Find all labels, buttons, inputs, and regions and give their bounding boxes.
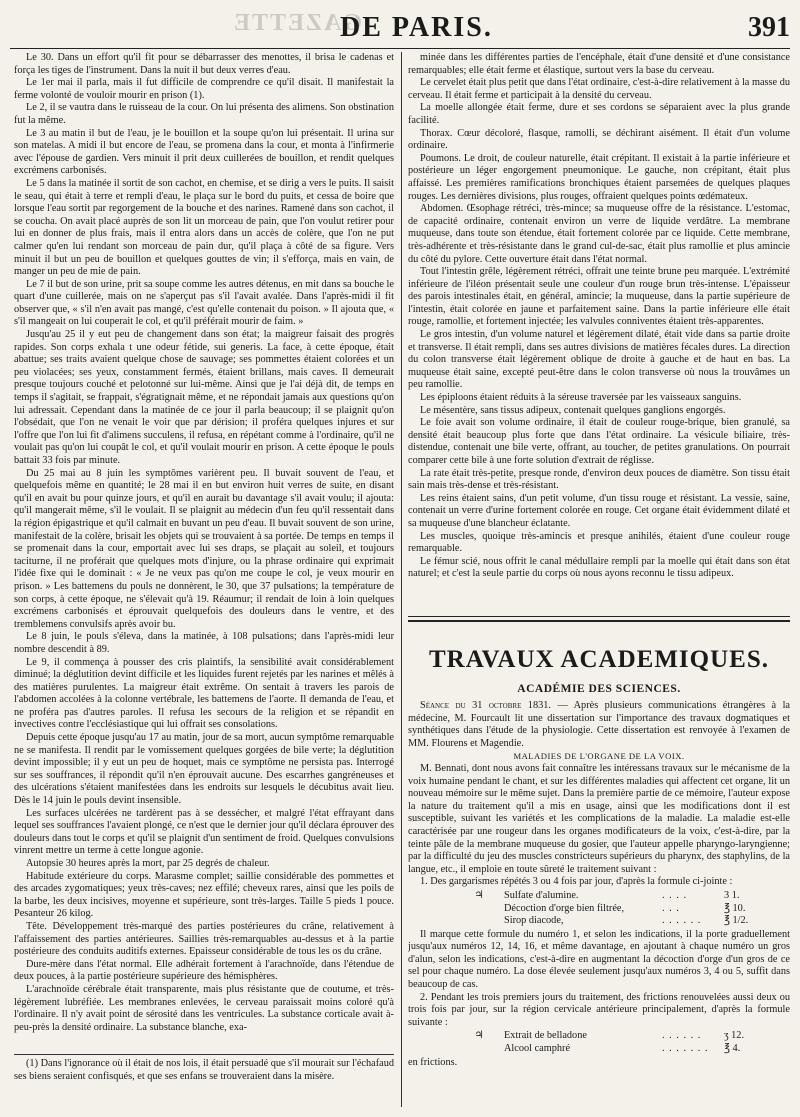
- prescription-dots: . . . . . . .: [662, 1043, 709, 1055]
- prescription-q: ℥ 4.: [724, 1043, 741, 1055]
- paragraph: Le fémur scié, nous offrit le canal médullaire rempli par la moelle qui était dans son état naturel; et c'est la seule partie du corps où nous ayons reconnu le tissu adipeux.: [408, 555, 790, 580]
- paragraph: Le mésentère, sans tissus adipeux, contenait quelques ganglions engorgés.: [420, 404, 726, 416]
- paragraph: Le 3 au matin il but de l'eau, je le bouillon et la soupe qu'on lui présentait. Il urina sur son matelas. A midi il but encore de l'eau, se promena dans la cour, et monta à l'infirmerie avec l'épouse de gardien. Vers minuit il prit deux cuillerées de bouillon, et rendit quelques excrémens carbonisés.: [14, 127, 394, 177]
- paragraph: Jusqu'au 25 il y eut peu de changement dans son état; la maigreur faisait des progrès rapides. Son corps exhala t une odeur fétide, sui generis. La face, à cette époque, était abattue; ses traits avaient quelque chose de sauvage; ses pommettes étaient colorées et un peu violacées; ses yeux, constamment fermés, étaient brillans, mais caves. Il demeurait presque toujours couché et pelotonné sur lui-même. Ainsi que je l'ai déjà dit, de temps en temps il s'agitait, se frappait, s'égratignait même, et ne répondait jamais aux questions qu'on lui adressait. Cependant dans la matinée de ce jour il parla beaucoup; il se plaignit qu'on l'obsédait, que l'on ne venait le voir que par dérision; il proféra quelques injures et sur l'offre que l'on lui fit d'alimens succulens, il refusa, en répétant comme à l'ordinaire, qu'il ne voulait pas qu'on lui coupât le col, et qu'il voulait mourir en prison. A cette époque le pouls battait 33 fois par minute.: [14, 329, 394, 466]
- paragraph: La rate était très-petite, presque ronde, d'environ deux pouces de diamètre. Son tissu était sain mais très-dense et très-résistant.: [408, 467, 790, 492]
- paragraph: Tête. Développement très-marqué des parties postérieures du crâne, relativement à l'affaissement des parties antérieures. Saillies très-remarquables au-dessus et à la partie postérieure des conduits auditifs externes. Epaisseur considérable de tous les os du crâne.: [14, 920, 394, 958]
- prescription-row: [458, 903, 778, 916]
- prescription-item: Extrait de belladone: [504, 1030, 587, 1042]
- seance-paragraph: [408, 700, 790, 750]
- seance-label: Séance du 31 octobre 1831.: [420, 700, 551, 711]
- right-column-academy: [408, 700, 790, 1108]
- dosage-paragraph: Il marque cette formule du numéro 1, et selon les indications, il la porte graduellement jusqu'aux numéros 12, 14, 16, et même davantage, en ajoutant à chaque numéro un gros d'alun, selon les indications, c'est-à-dire en augmentant la décoction d'orge d'un gros de ce sel pour chaque numéro. La dose élevée seulement jusqu'aux numéros 3, 4 ou 5, suffit dans beaucoup de cas.: [408, 928, 790, 991]
- paragraph: Poumons. Le droit, de couleur naturelle, était crépitant. Il existait à la partie inférieure et postérieure un léger engorgement pneumonique. Le gauche, non crépitant, était plus affaissé. Les premières ramifications bronchiques étaient parsemées de quelques plaques rouges. Les dernières divisions, plus rouges, offraient quelques points œdémateux.: [408, 152, 790, 202]
- paragraph: Habitude extérieure du corps. Marasme complet; saillie considérable des pommettes et des arcades zygomatiques; yeux très-caves; nez effilé; cheveux rares, ainsi que les poils de la barbe, les deux incisives, moyenne et supérieure, sont très-larges. Taille 5 pieds 1 pouce. Pesanteur 26 kilog.: [14, 870, 394, 920]
- paragraph: Le 8 juin, le pouls s'éleva, dans la matinée, à 108 pulsations; dans l'après-midi leur nombre descendit à 89.: [14, 631, 394, 655]
- prescription-dots: . . . . . .: [662, 1030, 702, 1042]
- friction-end: en frictions.: [408, 1056, 458, 1068]
- column-divider: [401, 52, 402, 1107]
- bennati-paragraph: M. Bennati, dont nous avons fait connaître les intéressans travaux sur le mécanisme de la voix humaine pendant le chant, et sur les différentes maladies qui affectent cet organe, lit un nouveau mémoire sur le même sujet. Dans la première partie de ce mémoire, l'auteur expose la nature du traitement qu'il a mis en usage, ainsi que les modifications dont il est susceptible, suivant les variétés et les complications de la maladie. La maladie est-elle caractérisée par une rougeur dans les organes modificateurs de la voix, c'est-à-dire, par la teinte pâle de la membrane muqueuse du gosier, que l'auteur appelle pharyngo-laryngienne; par la difficulté du jeu des muscles constricteurs supérieurs du pharynx, des staphylins, de la langue, etc., il emploie en toute sûreté le traitement suivant :: [408, 762, 790, 875]
- paragraph: Les muscles, quoique très-amincis et presque anihilés, étaient d'une couleur rouge remarquable.: [408, 530, 790, 555]
- prescription-row: [458, 1043, 778, 1056]
- paragraph: Le gros intestin, d'un volume naturel et légèrement dilaté, était vide dans sa partie droite et transverse. Il était rempli, dans ses autres divisions de matières fécales dures. La direction du colon transverse était légèrement oblique de droite à gauche et de haut en bas. La muqueuse était saine, excepté peut-être dans le colon transverse où nous la trouvâmes un peu ramollie.: [408, 329, 790, 391]
- paragraph: Autopsie 30 heures après la mort, par 25 degrés de chaleur.: [26, 858, 270, 869]
- prescription-sym: [458, 903, 500, 916]
- paragraph: minée dans les différentes parties de l'encéphale, était d'une densité et d'une consistance remarquables; elle était ferme et élastique, surtout vers la base du cerveau.: [408, 52, 790, 76]
- friction-paragraph: 2. Pendant les trois premiers jours du traitement, des frictions renouvelées aussi deux ou trois fois par jour, sur la région cervicale antérieure principalement, d'après la formule suivante :: [408, 991, 790, 1028]
- section-rule-thin: [408, 616, 790, 617]
- prescription-sym: [458, 1043, 500, 1056]
- page-number: 391: [748, 12, 790, 43]
- prescription-row: [458, 915, 778, 928]
- paragraph: Les épiploons étaient réduits à la séreuse traversée par les vaisseaux sanguins.: [420, 392, 742, 404]
- right-column-autopsy: [408, 52, 790, 607]
- paragraph: Le cervelet était plus petit que dans l'état ordinaire, c'est-à-dire relativement à la masse du cerveau. Il était ferme et participait à la densité du cerveau.: [408, 77, 790, 101]
- prescription-row: [458, 1030, 778, 1043]
- footnote-rule: [14, 1054, 394, 1055]
- page-header: [0, 0, 800, 44]
- paragraph: L'arachnoïde cérébrale était transparente, mais plus résistante que de coutume, et très-légèrement lubréfiée. Les membranes enlevées, le cerveau paraissait moins coloré qu'à l'ordinaire. Il n'y avait point de sérosité dans les ventricules. La substance corticale avait à-peu-près la densité ordinaire. La substance blanche, exa-: [14, 983, 394, 1033]
- paragraph: Dure-mère dans l'état normal. Elle adhérait fortement à l'arachnoïde, dans l'étendue de deux pouces, à la partie postérieure supérieure des hémisphères.: [14, 958, 394, 983]
- paragraph: Le 7 il but de son urine, prit sa soupe comme les autres détenus, en mit dans sa bouche le quart d'une cuillerée, mais on ne s'aperçut pas s'il l'avait avalée. Dans l'après-midi il fit observer que, « s'il n'en avait pas mangé, c'est qu'elle contenait du poison. » Il ajouta que, « s'il mangeait on lui couperait le col, et qu'il préférait mourir de faim. »: [14, 278, 394, 328]
- prescription-q: 3 1.: [724, 889, 740, 901]
- footnote-text: (1) Dans l'ignorance où il était de nos lois, il était persuadé que s'il mourait sur l'échafaud ses biens seraient confisqués, et que ses enfans se trouveraient dans la misère.: [14, 1058, 394, 1082]
- paragraph: Tout l'intestin grêle, légèrement rétréci, offrait une teinte brune peu marquée. L'extrémité inférieure de l'iléon présentait seule une couleur d'un rouge brun très-intense. L'épaisseur des parois intestinales était, en général, amincie; la muqueuse, dans la partie supérieure de l'intestin, était colorée en jaune et parfaitement saine. Dans la partie inférieure elle était rouge, ramollie, et fortement injectée; les valvules conniventes étaient très-apparentes.: [408, 266, 790, 328]
- prescription-q: ℥ 1/2.: [724, 915, 749, 927]
- paragraph: Le foie avait son volume ordinaire, il était de couleur rouge-brique, bien granulé, sa densité était beaucoup plus forte que dans l'état ordinaire. La vésicule biliaire, très-distendue, contenait une bile verte, offrant, au toucher, de petites granulations. On pourrait comparer cette bile à une forte solution d'extrait de réglisse.: [408, 417, 790, 466]
- header-rule: [10, 48, 790, 49]
- bleed-through-text-left: GAZETTE: [232, 10, 363, 36]
- paragraph: Le 1er mai il parla, mais il fut difficile de comprendre ce qu'il disait. Il manifestait la ferme volonté de vouloir mourir en prison (1).: [14, 77, 394, 101]
- prescription-gargarism: [458, 890, 778, 928]
- paragraph: Abdomen. Œsophage rétréci, très-mince; sa muqueuse offre de la résistance. L'estomac, de capacité ordinaire, contenait environ un verre de liquide verdâtre. La membrane muqueuse, dans toute son étendue, était fortement colorée par ce liquide. Cette membrane, très-adhérente et très-résistante dans le grand cul-de-sac, était plus ramollie et plus amincie du côté du pylore. Cette ouverture était dans l'état normal.: [408, 203, 790, 265]
- section-title: TRAVAUX ACADEMIQUES.: [429, 646, 769, 673]
- prescription-friction: [458, 1030, 778, 1055]
- newspaper-title: DE PARIS.: [340, 12, 493, 43]
- subheading-voice: MALADIES DE L'ORGANE DE LA VOIX.: [513, 751, 685, 762]
- prescription-sym: ♃: [474, 1030, 484, 1042]
- seance-text: — Après plusieurs communications étrangères à la médecine, M. Fourcault lit une dissertation sur l'importance des travaux dogmatiques et synthétiques dans l'étude de la physiologie. Cette dissertation est renvoyée à l'examen de MM. Flourens et Magendie.: [408, 700, 790, 749]
- prescription-item: Décoction d'orge bien filtrée,: [504, 902, 625, 914]
- prescription-item: Sirop diacode,: [504, 915, 564, 927]
- prescription-dots: . . . .: [662, 889, 688, 901]
- prescription-dots: . . . . . .: [662, 915, 702, 927]
- paragraph: Le 9, il commença à pousser des cris plaintifs, la sensibilité avait considérablement diminué; la déglutition devint difficile et les liquides furent rejetés par les narines et mêlés à des matières purulentes. La maigreur était extrême. On sentait à travers les parois de l'abdomen accolées à la colonne vertébrale, les battemens de l'aorte. Il demanda de l'eau, et ne proféra pas d'autres paroles. Il refusa les secours de la religion et se répandit en invectives contre l'ecclésiastique qui lui offrait ses consolations.: [14, 656, 394, 731]
- left-column: [14, 52, 394, 1044]
- section-subtitle: ACADÉMIE DES SCIENCES.: [517, 683, 681, 695]
- prescription-item: Sulfate d'alumine.: [504, 889, 579, 901]
- prescription-q: ℥ 10.: [724, 902, 746, 914]
- paragraph: La moelle allongée était ferme, dure et ses cordons se séparaient avec la plus grande facilité.: [408, 102, 790, 126]
- paragraph: Du 25 mai au 8 juin les symptômes varièrent peu. Il buvait souvent de l'eau, et quelquefois même en quantité; le 28 mai il en but environ huit verres de suite, en disant qu'il en avait bu pour quinze jours, et qu'il en aurait bu davantage s'il avait voulu; il ajouta: qu'il mangerait même, s'il le voulait. Il se plaignit au médecin d'un feu qu'il ressentait dans la région épigastrique et qu'il calmait en buvant un peu d'eau. Il buvait souvent de son urine, manifestait de la colère, brisait les objets qui se trouvaient à sa portée. De temps en temps il se promenait dans la cour, emportait avec lui ses draps, se plaçait au soleil, et toujours taciturne, il ne proférait que quelques mots d'injure, ou la phrase ordinaire qui exprimait l'idée fixe qui le dominait : « Je ne veux pas qu'on me coupe le col, je veux mourir en prison. » Les battemens du pouls ne donnèrent, le 30, que 37 pulsations; la température de son corps, à cette époque, ne s'élevait qu'à 19. Réaumur; il rendait de loin à loin quelques excrémens carbonisés et éprouvait quelquefois des douleurs dans le ventre, et des tremblemens convulsifs après avoir bu.: [14, 467, 394, 630]
- paragraph: Le 5 dans la matinée il sortit de son cachot, en chemise, et se dirig a vers le puits. Il saisit le seau, qui était à terre et rempli d'eau, le plaça sur le bord du puits, et cessa de boire que lorsque l'eau sortit par regorgement de la bouche et des narines. Ramené dans son cachot, il se coucha. On avait placé auprès de son lit un morceau de pain, que l'on voulut retirer pour lui en donner de plus frais, mais il entra alors dans un accès de colère, que l'on ne put calmer qu'en lui rendant son morceau de pain dur, qu'il plaça à côté de sa figure. Vers minuit il but un peu de bouillon et quelques gouttes de vin; il s'efforça, mais en vain, de manger un peu de mie de pain.: [14, 177, 394, 278]
- prescription-sym: [458, 915, 500, 928]
- gargarism-paragraph: 1. Des gargarismes répétés 3 ou 4 fois par jour, d'après la formule ci-jointe :: [420, 876, 733, 888]
- prescription-q: ʒ 12.: [724, 1030, 745, 1042]
- paragraph: Les reins étaient sains, d'un petit volume, d'un tissu rouge et résistant. La vessie, saine, contenait un verre d'urine fortement colorée en rouge. Cet organe était évidemment dilaté et sa muqueuse d'une blancheur éclatante.: [408, 492, 790, 529]
- paragraph: Le 30. Dans un effort qu'il fit pour se débarrasser des menottes, il brisa le cadenas et força les tiges de l'instrument. Dans la nuit il but deux verres d'eau.: [14, 52, 394, 76]
- prescription-row: [458, 890, 778, 903]
- footnote: [14, 1058, 394, 1083]
- paragraph: Thorax. Cœur décoloré, flasque, ramolli, se déchirant aisément. Il était d'un volume ordinaire.: [408, 127, 790, 152]
- prescription-item: Alcool camphré: [504, 1043, 571, 1055]
- prescription-dots: . . .: [662, 902, 680, 914]
- section-rule-thick: [408, 620, 790, 622]
- paragraph: Le 2, il se vautra dans le ruisseau de la cour. On lui présenta des alimens. Son obstination fut la même.: [14, 102, 394, 126]
- paragraph: Les surfaces ulcérées ne tardèrent pas à se dessécher, et malgré l'état effrayant dans lequel ses souffrances l'avaient plongé, ce n'est que le dernier jour qu'il déclara éprouver des douleurs dans tout le corps et qu'il se plaignit d'un sentiment de froid. Quelques convulsions vinrent mettre un terme à cette longue agonie.: [14, 807, 394, 857]
- prescription-sym: ♃: [474, 889, 484, 901]
- paragraph: Depuis cette époque jusqu'au 17 au matin, jour de sa mort, aucun symptôme remarquable ne se manifesta. Il rendit par le vomissement quelques gorgées de bile verte; la déglutition devint impossible; il y eut un peu de hoquet, mais ce symptôme ne persista pas. Interrogé sur ses souffrances, il répondit qu'il n'en éprouvait aucune. Des escarrhes gangréneuses et des ulcérations s'étaient manifestées dans les endroits sur lesquels le décubitus avait lieu. Dès le 14 juin le pouls devint insensible.: [14, 732, 394, 807]
